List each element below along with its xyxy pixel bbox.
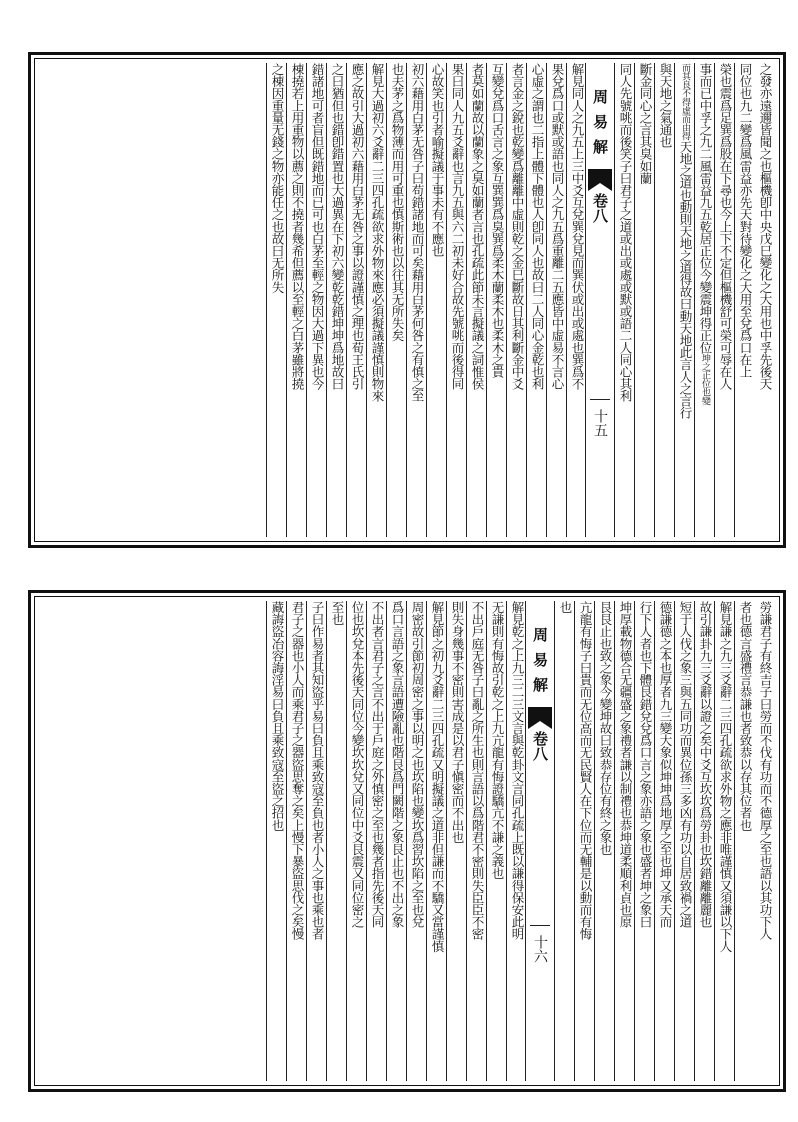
inline-note: 坤之正位也變 [700, 353, 710, 406]
text-column: 德謙德之本也厚者九三變大象似坤坤爲地厚之至也坤又承天而 [654, 601, 675, 1081]
text-column: 果兌爲口或默或語也同人之九五爲重離二五應皆中虛易不言心 [546, 63, 567, 537]
text-column: 之發亦遠邇皆聞之也樞機卽中央戊巳變化之大用也中孚先後天 [758, 63, 773, 390]
page-fifteen [28, 52, 786, 548]
text-column [674, 63, 695, 537]
text-column: 无謙則有悔故引乾之上九亢龍有悔證驕亢不謙之義也 [486, 601, 507, 1081]
band-divider [590, 399, 610, 400]
text-column: 故引謙卦九三爻辭以證之矣中爻互坎坎爲勞卦也坎錯離離麗也 [694, 601, 715, 1081]
text-column: 同人先號咷而後笑子曰君子之道或出或處或默或語二人同心其利 [614, 63, 635, 537]
book-title: 周易解 [591, 89, 609, 164]
text-column: 與天地之氣通也 [654, 63, 675, 537]
page-number: 十六 [532, 935, 548, 963]
text-column: 不出者言君子之言不出于戶庭之外慎密之至也幾者指先後天同 [366, 601, 387, 1081]
text-column: 不出戶庭无咎子曰亂之所生也則言語以爲階君不密則失臣臣不密 [466, 601, 487, 1081]
text-area [39, 63, 775, 537]
text-column: 解見同人之九五上三中爻互兌巽兌見而巽伏或出或處也巽爲不 [566, 63, 587, 537]
text-column: 者莫如蘭故以蘭象之臭如蘭者言也孔疏此節未言擬議之詞惟侯 [466, 63, 487, 537]
fish-tail-mark-icon [528, 707, 552, 729]
text-column: 亢龍有悔子曰貴而无位高而无民賢人在下位而无輔是以動而有悔 [574, 601, 595, 1081]
center-band [585, 63, 615, 537]
text-column: 者言金之銳也乾變爲離離中虛則乾之金巳斷故日其利斷金中爻 [506, 63, 527, 537]
text-column: 解見謙之九三爻辭二三四孔疏欲求外物之應非唯謹慎又須謙以下人 [714, 601, 735, 1081]
text-column: 爲口言語之象言語遭險亂也階艮爲門闕階之象艮止也不出之象 [386, 601, 407, 1081]
text-column: 心故笑也引者喻擬議于事未有不應也 [426, 63, 447, 537]
text-column: 榮也震爲足巽爲股在下尋也今上下不定但樞機舒可榮可辱在人 [714, 63, 735, 537]
text-column [694, 63, 715, 537]
text-column: 錯諸地可者盲但既錯地而已可也白茅至輕之物因大過下異也今 [306, 63, 327, 537]
text-column: 位也坎兌本先後天同位今變坎坎兌又同位中爻艮震又同位密之 [346, 601, 367, 1081]
text-run: 天地之道也動則天地之道得故曰動天地此言人之言行 [678, 140, 693, 419]
page-number: 十五 [592, 409, 608, 437]
text-column: 周密故引節初周密之事以明之也坎陷也變坎爲習坎陷之至也兌 [406, 601, 427, 1081]
text-column: 艮艮止也致之象今變坤故曰致恭存位有終之象也 [594, 601, 615, 1081]
text-column: 之曰猶但也錯卽錯置也大過異在下初六變乾乾錯坤坤爲地故曰 [326, 63, 347, 537]
text-column: 藏誨盜冶容誨淫易曰負且乘致寇至盜之招也 [266, 601, 287, 1081]
band-divider [530, 925, 550, 926]
text-column: 應之故引大過初六藉用白茅无咎之事以證謹慎之理也荀王氏引 [346, 63, 367, 537]
text-column: 棟撓若上用重物以薦之則不撓者幾希但薦以至輕之白茅雖將撓 [286, 63, 307, 537]
text-column: 坤厚載物德合无疆盛之象禮者謙以制禮也恭坤道柔順利貞也原 [614, 601, 635, 1081]
center-band [525, 601, 555, 1081]
text-column: 也夫茅之爲物薄而用可重也慎斯術也以往其无所失矣 [386, 63, 407, 537]
text-column: 初六藉用白茅无咎子曰苟錯諸地而可矣藉用白茅何咎之有慎之至 [406, 63, 427, 537]
text-column: 者也德言盛禮言恭謙也者致恭以存其位者也 [734, 601, 755, 1081]
text-column: 心虛之謂也二指上體下體也人卽同人也故曰二人同心金乾也利 [526, 63, 547, 537]
text-column: 解見大過初六爻辭二三四孔疏欲求外物來應必須擬議謹慎則物來 [366, 63, 387, 537]
volume-label: 卷八 [531, 731, 549, 761]
inline-note: 而其良不得虛而由得 [680, 63, 690, 141]
text-column: 子曰作易者其知盜乎易曰負且乘致寇至負也者小人之事也乘也者 [306, 601, 327, 1081]
page-sixteen [28, 590, 786, 1092]
text-column: 果曰同人九五爻辭也言九五與六二初未好合故先號咷而後得同 [446, 63, 467, 537]
text-run: 事而已中孚之九二風雷益九五乾居正位今變震坤得正位 [698, 63, 713, 354]
text-column: 解見節之初九爻辭二三四孔疏又明擬議之道非但謙而不驕又當謹慎 [426, 601, 447, 1081]
text-area [39, 601, 775, 1081]
text-column: 至也 [326, 601, 347, 1081]
text-column: 君子之器也小人而乘君子之器盜思奪之矣上慢下暴盜思伐之矣慢 [286, 601, 307, 1081]
text-column: 行下人者也下體艮錯兌兌爲口言之象亦語之象也盛者坤之象曰 [634, 601, 655, 1081]
text-column: 短于人伐之象三與五同功而異位孫三多凶有功以自居致禍之道 [674, 601, 695, 1081]
text-column: 則失身幾事不密則害成是以君子愼密而不出也 [446, 601, 467, 1081]
volume-label: 卷八 [591, 193, 609, 223]
text-column: 斷金同心之言其臭如蘭 [634, 63, 655, 537]
text-column: 同位也九二變爲風雷益亦先天對待變化之大用至兌爲口在上 [734, 63, 755, 537]
text-column: 解見乾之上九三二三文言與乾卦文言同孔疏上既以謙得保安此明 [506, 601, 527, 1081]
text-column: 之棟因重量无錢之物亦能任之也故曰无所失 [266, 63, 287, 537]
fish-tail-mark-icon [588, 169, 612, 191]
book-title: 周易解 [531, 627, 549, 702]
text-column: 也 [554, 601, 575, 1081]
text-column: 互變兌爲口舌言之象互巽巽爲臭巽爲柔木蘭柔木也柔木之貴 [486, 63, 507, 537]
text-column: 勞謙君子有終吉子曰勞而不伐有功而不德厚之至也語以其功下人 [758, 601, 773, 940]
